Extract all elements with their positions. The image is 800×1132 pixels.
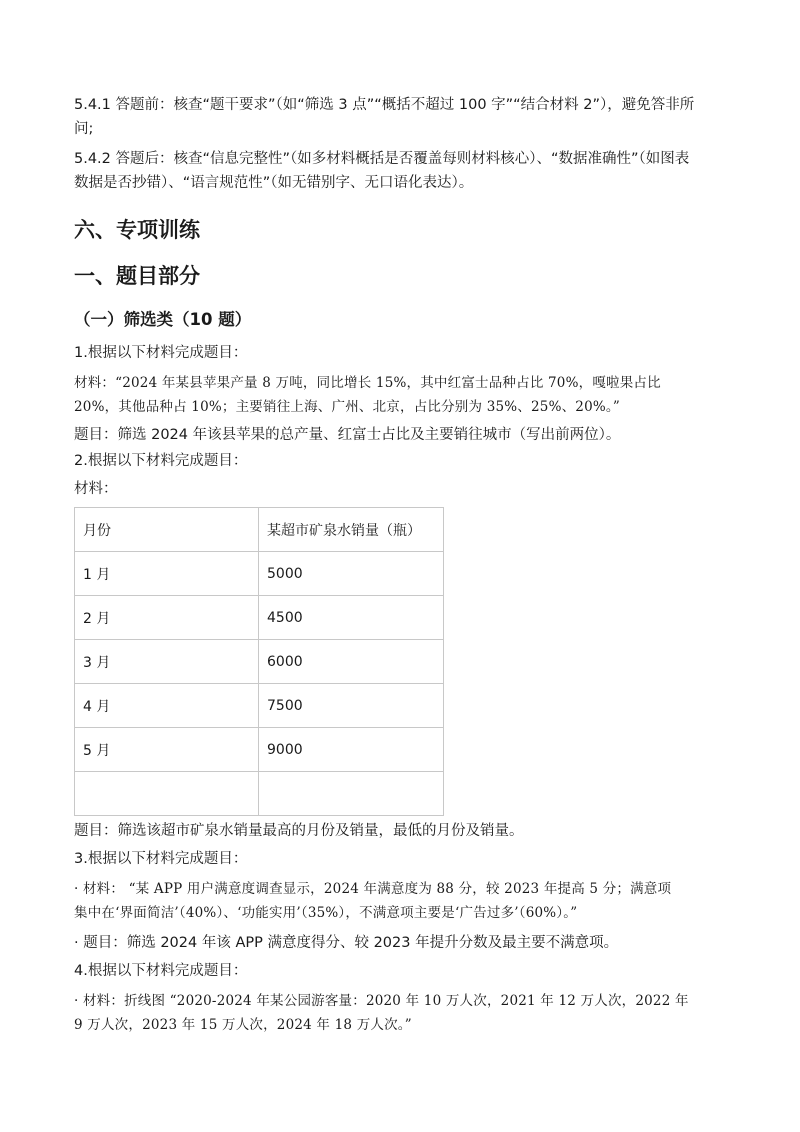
q1-title: 1.根据以下材料完成题目： [74,345,248,361]
q1-material-line1: 材料：“2024 年某县苹果产量 8 万吨，同比增长 15%，其中红富士品种占比 70%，嘎啦果占比 [74,375,661,391]
q1-question: 题目：筛选 2024 年该县苹果的总产量、红富士占比及主要销往城市（写出前两位）。 [74,427,621,443]
table-cell-sales: 5000 [259,552,444,596]
table-cell-month: 2 月 [75,596,259,640]
heading-six: 六、专项训练 [74,218,200,242]
q3-question: · 题目：筛选 2024 年该 APP 满意度得分、较 2023 年提升分数及最主要不满意项。 [74,935,619,951]
sec542-text-cont: 数据是否抄错）、“语言规范性”（如无错别字、无口语化表达）。 [74,175,474,191]
q3-material-line2: 集中在‘界面简洁’（40%）、‘功能实用’（35%），不满意项主要是‘广告过多’（60%）。” [74,905,578,921]
sec541-text: 5.4.1 答题前：核查“题干要求”（如“筛选 3 点”“概括不超过 100 字”“结合材料 2”），避免答非所 [74,97,695,113]
q4-title: 4.根据以下材料完成题目： [74,963,248,979]
q2-question: 题目：筛选该超市矿泉水销量最高的月份及销量，最低的月份及销量。 [74,823,524,839]
table-cell-month: 4 月 [75,684,259,728]
sales-table [74,507,444,816]
q2-material-label: 材料： [74,481,118,497]
table-cell-sales [259,772,444,816]
q1-material-line2: 20%，其他品种占 10%；主要销往上海、广州、北京，占比分别为 35%、25%、20%。” [74,399,620,415]
table-cell-month: 3 月 [75,640,259,684]
table-cell-sales: 6000 [259,640,444,684]
table-row [75,728,444,772]
sec541-text-cont: 问; [74,121,94,137]
table-header-cell: 某超市矿泉水销量（瓶） [259,508,444,552]
table-row [75,640,444,684]
table-row-empty [75,772,444,816]
table-cell-month: 1 月 [75,552,259,596]
q4-material-line2: 9 万人次，2023 年 15 万人次，2024 年 18 万人次。” [74,1017,412,1033]
table-row [75,596,444,640]
q4-material-line1: · 材料：折线图 “2020-2024 年某公园游客量：2020 年 10 万人次，2021 年 12 万人次，2022 年 [74,993,689,1009]
table-header-row [75,508,444,552]
q3-material-line1: · 材料： “某 APP 用户满意度调查显示，2024 年满意度为 88 分，较 2023 年提高 5 分；满意项 [74,881,672,897]
sec542-text: 5.4.2 答题后：核查“信息完整性”（如多材料概括是否覆盖每则材料核心）、“数据准确性”（如图表 [74,151,690,167]
document-page [74,88,730,1037]
table-row [75,552,444,596]
q2-title: 2.根据以下材料完成题目： [74,453,248,469]
table-cell-sales: 9000 [259,728,444,772]
table-cell-sales: 7500 [259,684,444,728]
table-row [75,684,444,728]
table-cell-sales: 4500 [259,596,444,640]
table-cell-month [75,772,259,816]
table-header-cell: 月份 [75,508,259,552]
heading-one: 一、题目部分 [74,264,200,288]
q3-title: 3.根据以下材料完成题目： [74,851,248,867]
table-cell-month: 5 月 [75,728,259,772]
heading-sub: （一）筛选类（10 题） [74,310,252,329]
